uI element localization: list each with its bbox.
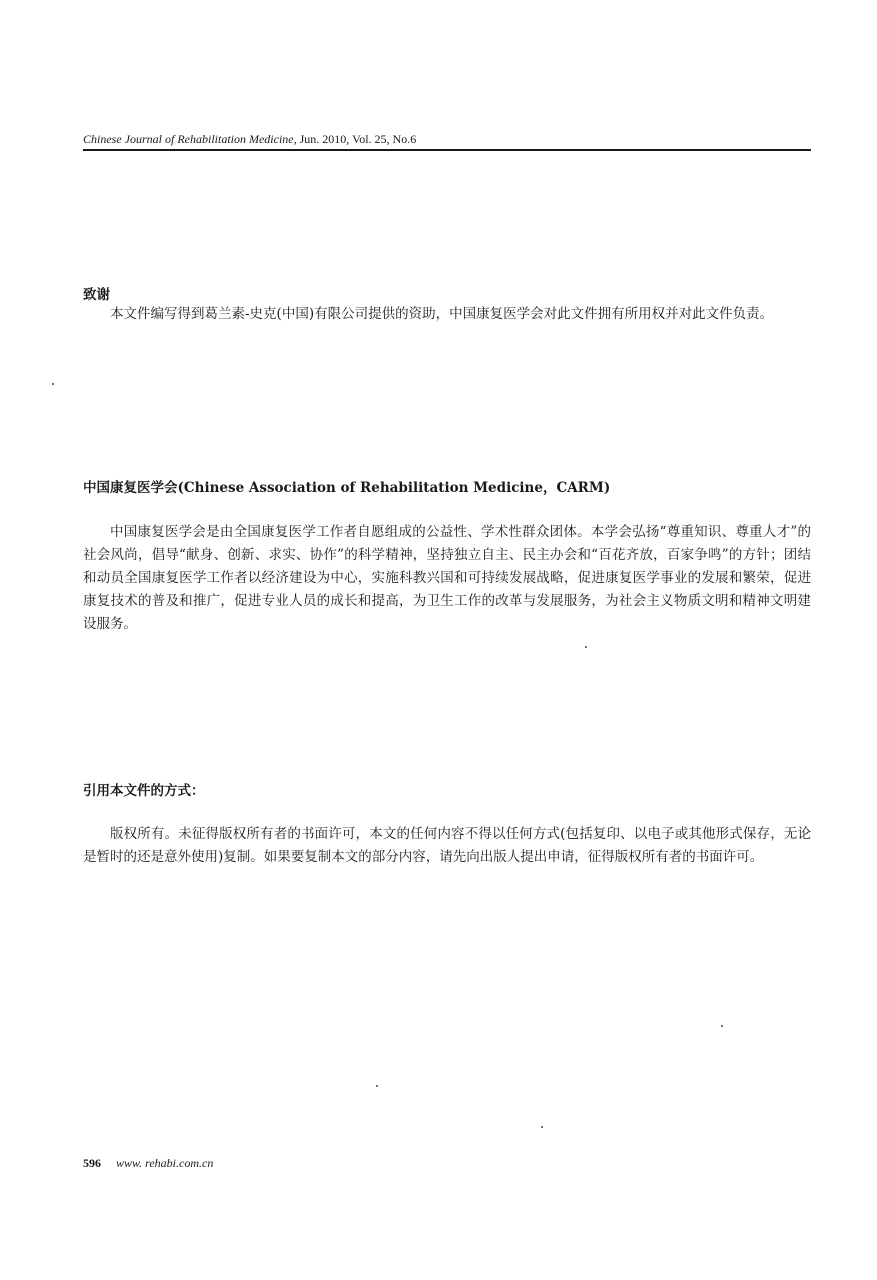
association-title: 中国康复医学会(Chinese Association of Rehabilitation Medicine，CARM) — [83, 480, 611, 496]
scan-speck — [585, 646, 587, 648]
citation-title: 引用本文件的方式： — [83, 783, 205, 799]
acknowledgement-body: 本文件编写得到葛兰素-史克(中国)有限公司提供的资助，中国康复医学会对此文件拥有所用权并对此文件负责。 — [110, 306, 774, 322]
website: www. rehabi.com.cn — [116, 1156, 214, 1170]
page-footer — [83, 1156, 213, 1171]
journal-name: Chinese Journal of Rehabilitation Medicine, — [83, 132, 297, 146]
page-number: 596 — [83, 1156, 101, 1170]
scan-speck — [721, 1025, 723, 1027]
scan-speck — [376, 1085, 378, 1087]
acknowledgement-title: 致谢 — [83, 287, 110, 303]
scan-speck — [52, 383, 54, 385]
scan-speck — [541, 1126, 543, 1128]
issue-info: Jun. 2010, Vol. 25, No.6 — [299, 132, 417, 146]
association-body: 中国康复医学会是由全国康复医学工作者自愿组成的公益性、学术性群众团体。本学会弘扬“尊重知识、尊重人才”的社会风尚，倡导“献身、创新、求实、协作”的科学精神，坚持独立自主、民主办会和“百花齐放，百家争鸣”的方针；团结和动员全国康复医学工作者以经济建设为中心，实施科教兴国和可持续发展战略，促进康复医学事业的发展和繁荣，促进康复技术的普及和推广，促进专业人员的成长和提高，为卫生工作的改革与发展服务，为社会主义物质文明和精神文明建设服务。 — [83, 524, 811, 632]
header-rule — [83, 149, 811, 151]
citation-body: 版权所有。未征得版权所有者的书面许可，本文的任何内容不得以任何方式(包括复印、以电子或其他形式保存，无论是暂时的还是意外使用)复制。如果要复制本文的部分内容，请先向出版人提出申请，征得版权所有者的书面许可。 — [83, 826, 811, 865]
running-header — [83, 132, 416, 147]
